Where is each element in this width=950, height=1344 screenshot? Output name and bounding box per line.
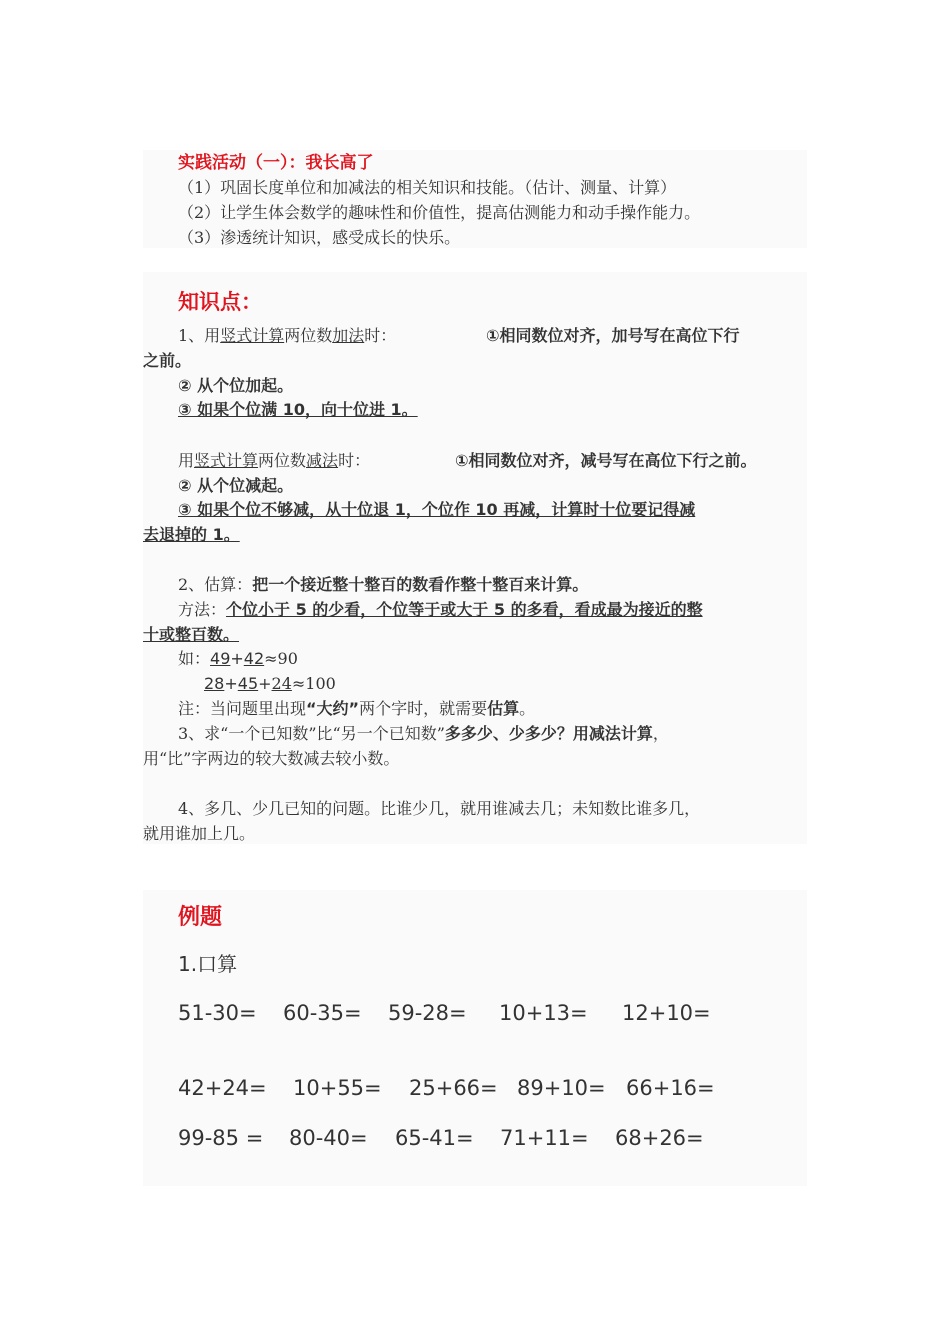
add-prefix: 1、用 <box>178 326 221 345</box>
calc-r3-c3: 65-41= <box>395 1126 474 1150</box>
note-c: 两个字时，就需要 <box>359 699 488 718</box>
method-text-a: 个位小于 5 的少看，个位等于或大于 5 的多看，看成最为接近的整 <box>226 600 703 619</box>
calc-r2-c3: 25+66= <box>409 1076 498 1100</box>
subtraction-rule-3a: ③ 如果个位不够减，从十位退 1，个位作 10 再减，计算时十位要记得减 <box>178 500 696 519</box>
oral-calc-label: 口算 <box>197 952 238 976</box>
addition-rule-line <box>178 325 396 347</box>
ex1-a: 49 <box>210 649 231 668</box>
addition-rule-2: ② 从个位加起。 <box>178 376 294 395</box>
note-a: 注：当问题里出现 <box>178 699 307 718</box>
add-term-addition: 加法 <box>332 326 365 345</box>
subtraction-rule-2: ② 从个位减起。 <box>178 476 294 495</box>
oral-calc-heading <box>178 950 237 978</box>
sub-mid: 两位数 <box>258 451 307 470</box>
note-line <box>178 698 535 720</box>
add-term-vertical: 竖式计算 <box>220 326 285 345</box>
knowledge-title: 知识点： <box>178 289 262 314</box>
estimate-desc: 把一个接近整十整百的数看作整十整百来计算。 <box>252 575 589 594</box>
ex2-result: ≈100 <box>291 674 336 693</box>
note-b: “大约” <box>306 699 360 718</box>
subtraction-rule-line <box>178 450 370 472</box>
subtraction-rule-3b: 去退掉的 1。 <box>143 525 240 544</box>
ex2-plus2: + <box>258 674 272 693</box>
calc-r2-c1: 42+24= <box>178 1076 267 1100</box>
method-label: 方法： <box>178 600 227 619</box>
ex2-a: 28 <box>204 674 225 693</box>
item3-cont: 用“比”字两边的较大数减去较小数。 <box>143 749 400 768</box>
ex2-b: 45 <box>237 674 259 693</box>
practice-item-2: （2）让学生体会数学的趣味性和价值性，提高估测能力和动手操作能力。 <box>178 203 701 222</box>
item3-line <box>178 723 669 745</box>
calc-r2-c5: 66+16= <box>626 1076 715 1100</box>
note-d: 估算 <box>487 699 520 718</box>
calc-r1-c5: 12+10= <box>622 1001 711 1025</box>
addition-rule-1-cont: 之前。 <box>143 351 192 370</box>
calc-r3-c5: 68+26= <box>615 1126 704 1150</box>
add-mid: 两位数 <box>284 326 333 345</box>
item3-b: 多多少、少多少？用减法计算 <box>444 724 653 743</box>
calc-r1-c4: 10+13= <box>499 1001 588 1025</box>
oral-calc-number: 1. <box>178 952 198 976</box>
ex2-plus: + <box>224 674 238 693</box>
example-label: 如： <box>178 649 211 668</box>
practice-item-1: （1）巩固长度单位和加减法的相关知识和技能。（估计、测量、计算） <box>178 178 677 197</box>
calc-r3-c1: 99-85 = <box>178 1126 264 1150</box>
item4-cont: 就用谁加上几。 <box>143 824 256 843</box>
calc-r3-c4: 71+11= <box>500 1126 589 1150</box>
addition-rule-1: ①相同数位对齐，加号写在高位下行 <box>486 326 740 345</box>
sub-suffix: 时： <box>338 451 371 470</box>
item3-a: 3、求“一个已知数”比“另一个已知数” <box>178 724 445 743</box>
ex1-result: ≈90 <box>264 649 298 668</box>
ex1-b: 42 <box>243 649 265 668</box>
calc-r2-c4: 89+10= <box>517 1076 606 1100</box>
subtraction-rule-1: ①相同数位对齐，减号写在高位下行之前。 <box>455 451 757 470</box>
item3-c: ， <box>652 724 669 743</box>
ex1-plus: + <box>230 649 244 668</box>
calc-r3-c2: 80-40= <box>289 1126 368 1150</box>
estimate-label: 2、估算： <box>178 575 253 594</box>
method-line <box>178 599 703 621</box>
addition-rule-3: ③ 如果个位满 10，向十位进 1。 <box>178 400 418 419</box>
add-suffix: 时： <box>364 326 397 345</box>
ex2-c: 24 <box>271 674 292 693</box>
sub-term-vertical: 竖式计算 <box>194 451 259 470</box>
examples-title: 例题 <box>178 904 223 930</box>
method-text-b: 十或整百数。 <box>143 625 240 644</box>
calc-r1-c3: 59-28= <box>388 1001 467 1025</box>
note-e: 。 <box>519 699 536 718</box>
example-line-1 <box>178 648 298 670</box>
practice-title: 实践活动（一）：我长高了 <box>178 153 374 173</box>
calc-r1-c1: 51-30= <box>178 1001 257 1025</box>
estimate-line <box>178 574 588 596</box>
item4-line: 4、多几、少几已知的问题。比谁少几，就用谁减去几；未知数比谁多几， <box>178 799 701 818</box>
sub-term-subtraction: 减法 <box>306 451 339 470</box>
practice-item-3: （3）渗透统计知识，感受成长的快乐。 <box>178 228 461 247</box>
sub-prefix: 用 <box>178 451 195 470</box>
calc-r1-c2: 60-35= <box>283 1001 362 1025</box>
calc-r2-c2: 10+55= <box>293 1076 382 1100</box>
example-line-2 <box>204 673 336 695</box>
